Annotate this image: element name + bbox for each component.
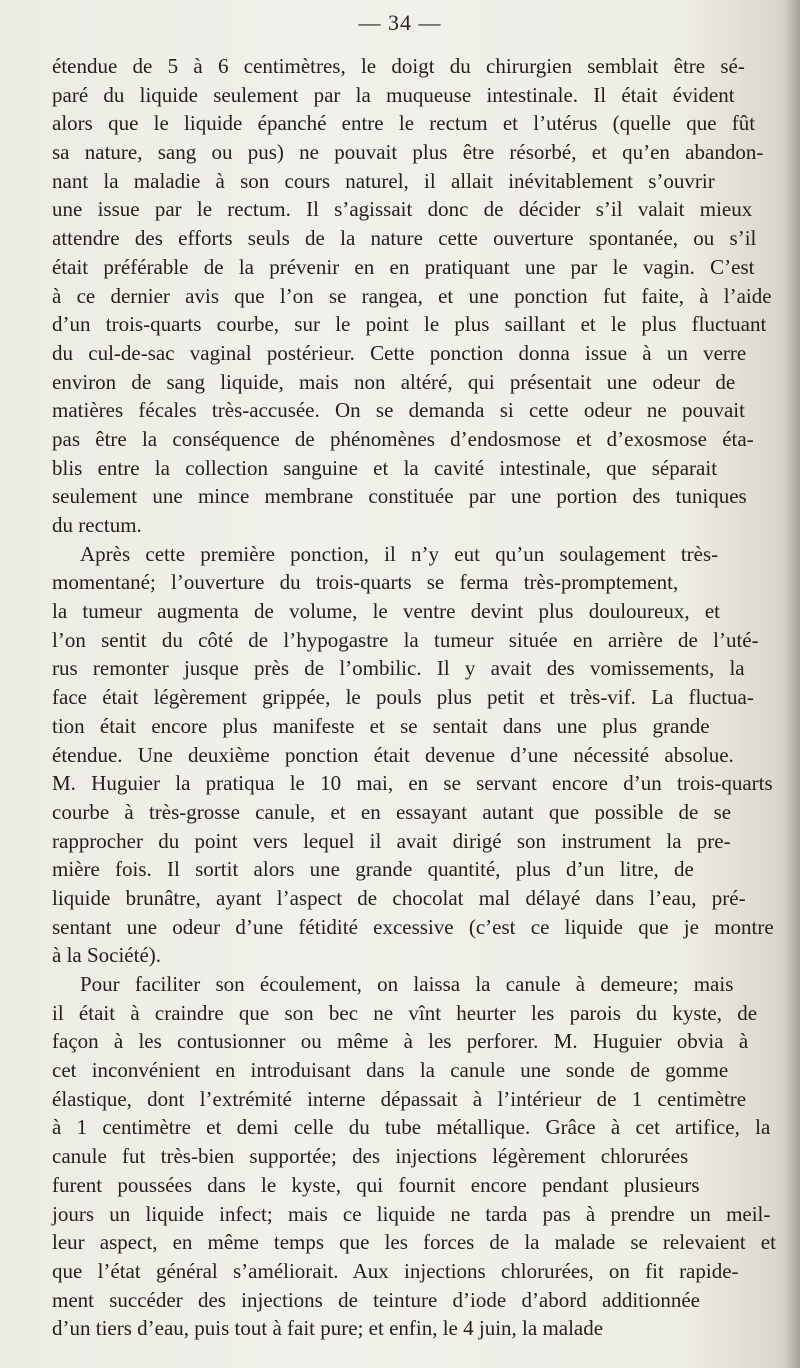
text-line: liquide brunâtre, ayant l’aspect de chocolat mal délayé dans l’eau, pré- <box>52 885 746 910</box>
text-line: tion était encore plus manifeste et se sentait dans une plus grande <box>52 713 710 738</box>
text-line: du rectum. <box>52 513 142 537</box>
text-line: Après cette première ponction, il n’y eut qu’un soulagement très- <box>80 541 719 566</box>
text-line: étendue. Une deuxième ponction était devenue d’une nécessité absolue. <box>52 742 734 767</box>
text-line: cet inconvénient en introduisant dans la canule une sonde de gomme <box>52 1058 729 1083</box>
text-line: ment succéder des injections de teinture d’iode d’abord additionnée <box>52 1287 700 1312</box>
text-line: paré du liquide seulement par la muqueuse intestinale. Il était évident <box>52 82 735 107</box>
text-line: attendre des efforts seuls de la nature cette ouverture spontanée, ou s’il <box>52 226 757 251</box>
text-line: à 1 centimètre et demi celle du tube métallique. Grâce à cet artifice, la <box>52 1115 771 1140</box>
text-line: la tumeur augmenta de volume, le ventre devint plus douloureux, et <box>52 599 721 624</box>
text-line: canule fut très-bien supportée; des injections légèrement chlorurées <box>52 1144 689 1169</box>
text-line: furent poussées dans le kyste, qui fournit encore pendant plusieurs <box>52 1172 700 1197</box>
text-line: élastique, dont l’extrémité interne dépassait à l’intérieur de 1 centimètre <box>52 1086 747 1111</box>
text-line: nant la maladie à son cours naturel, il allait inévitablement s’ouvrir <box>52 168 715 193</box>
text-line: seulement une mince membrane constituée par une portion des tuniques <box>52 484 747 509</box>
text-line: rus remonter jusque près de l’ombilic. Il y avait des vomissements, la <box>52 656 745 681</box>
text-line: mière fois. Il sortit alors une grande quantité, plus d’un litre, de <box>52 857 694 882</box>
text-line: environ de sang liquide, mais non altéré, qui présentait une odeur de <box>52 369 736 394</box>
text-line: face était légèrement grippée, le pouls plus petit et très-vif. La fluctua- <box>52 685 754 710</box>
text-line: était préférable de la prévenir en en pratiquant une par le vagin. C’est <box>52 254 755 279</box>
text-line: il était à craindre que son bec ne vînt heurter les parois du kyste, de <box>52 1000 758 1025</box>
body-text <box>52 52 800 1343</box>
text-line: Pour faciliter son écoulement, on laissa la canule à demeure; mais <box>80 972 734 996</box>
text-line: jours un liquide infect; mais ce liquide ne tarda pas à prendre un meil- <box>52 1201 771 1226</box>
text-line: une issue par le rectum. Il s’agissait donc de décider s’il valait mieux <box>52 197 753 222</box>
text-line: à la Société). <box>52 943 162 968</box>
text-line: rapprocher du point vers lequel il avait dirigé son instrument la pre- <box>52 828 731 853</box>
text-line: que l’état général s’améliorait. Aux injections chlorurées, on fit rapide- <box>52 1258 739 1283</box>
text-line: sa nature, sang ou pus) ne pouvait plus être résorbé, et qu’en abandon- <box>52 140 764 165</box>
text-line: courbe à très-grosse canule, et en essayant autant que possible de se <box>52 799 732 824</box>
text-line: l’on sentit du côté de l’hypogastre la tumeur située en arrière de l’uté- <box>52 627 759 652</box>
text-line: d’un tiers d’eau, puis tout à fait pure; et enfin, le 4 juin, la malade <box>52 1316 604 1341</box>
text-line: blis entre la collection sanguine et la cavité intestinale, que séparait <box>52 455 718 480</box>
text-line: façon à les contusionner ou même à les perforer. M. Huguier obvia à <box>52 1029 749 1054</box>
text-line: alors que le liquide épanché entre le rectum et l’utérus (quelle que fût <box>52 111 756 136</box>
page-number: — 34 — <box>358 10 442 35</box>
text-line: étendue de 5 à 6 centimètres, le doigt du chirurgien semblait être sé- <box>52 54 745 78</box>
text-line: d’un trois-quarts courbe, sur le point le plus saillant et le plus fluctuant <box>52 312 767 337</box>
text-line: sentant une odeur d’une fétidité excessive (c’est ce liquide que je montre <box>52 914 774 939</box>
text-line: momentané; l’ouverture du trois-quarts se ferma très-promptement, <box>52 570 679 595</box>
text-line: leur aspect, en même temps que les forces de la malade se relevaient et <box>52 1230 776 1255</box>
text-line: à ce dernier avis que l’on se rangea, et une ponction fut faite, à l’aide <box>52 283 772 308</box>
text-line: pas être la conséquence de phénomènes d’endosmose et d’exosmose éta- <box>52 426 754 451</box>
text-line: matières fécales très-accusée. On se demanda si cette odeur ne pouvait <box>52 398 745 423</box>
text-line: M. Huguier la pratiqua le 10 mai, en se servant encore d’un trois-quarts <box>52 771 773 796</box>
text-line: du cul-de-sac vaginal postérieur. Cette ponction donna issue à un verre <box>52 340 747 365</box>
